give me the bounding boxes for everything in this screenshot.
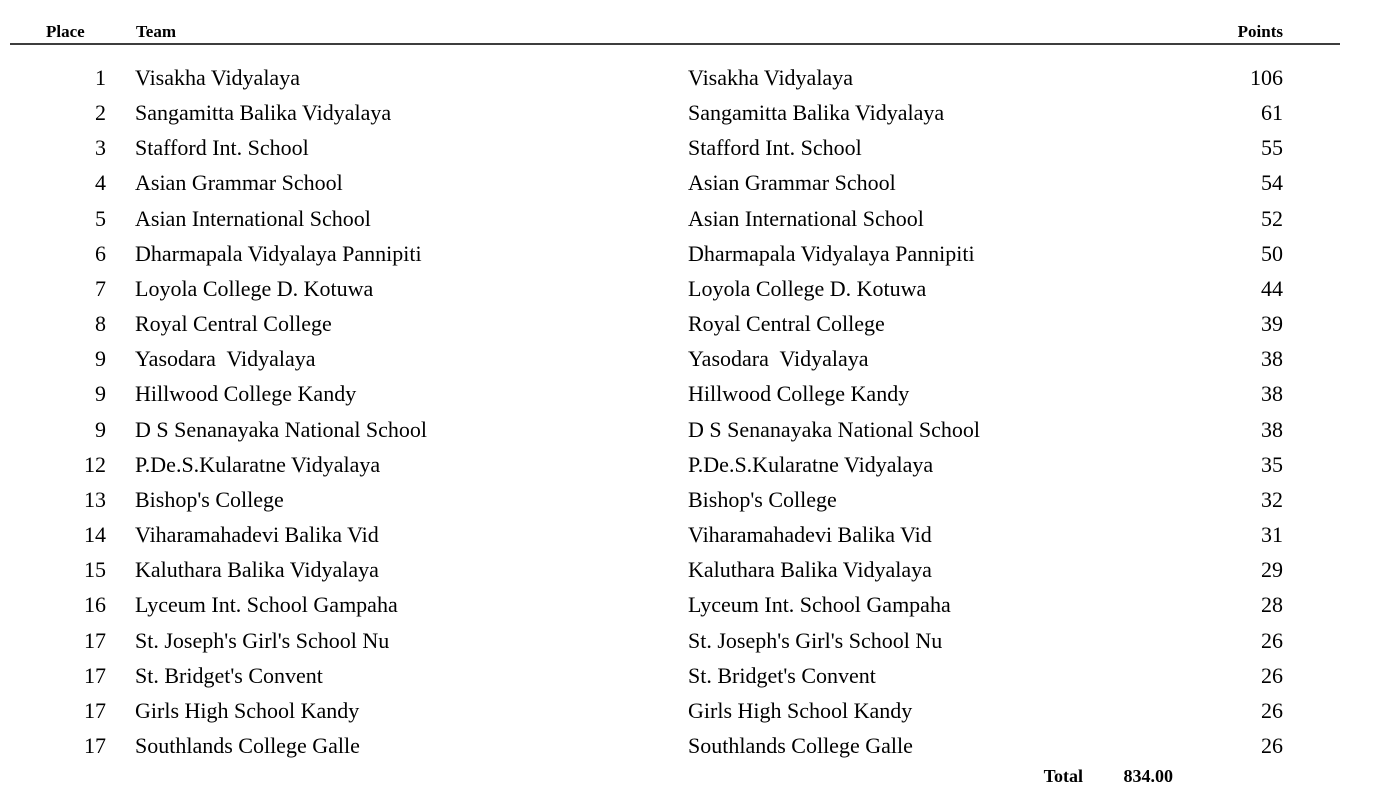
team-duplicate-cell: Visakha Vidyalaya (688, 65, 853, 90)
place-cell: 9 (95, 416, 106, 442)
team-duplicate-cell: Royal Central College (688, 311, 885, 337)
table-row (0, 693, 1378, 728)
points-cell: 26 (1261, 697, 1283, 723)
points-cell: 35 (1261, 451, 1283, 477)
team-cell: Yasodara Vidyalaya (135, 346, 316, 372)
points-cell: 50 (1261, 240, 1283, 266)
table-row (0, 271, 1378, 306)
total-points-value: 834.00 (1123, 766, 1173, 786)
header-divider-line (10, 43, 1340, 45)
place-cell: 3 (95, 135, 106, 161)
team-duplicate-cell: Asian Grammar School (688, 170, 896, 196)
place-cell: 1 (95, 65, 106, 90)
place-cell: 5 (95, 205, 106, 231)
team-duplicate-cell: Bishop's College (688, 486, 837, 512)
place-cell: 15 (84, 557, 106, 583)
table-row (0, 376, 1378, 411)
table-row (0, 447, 1378, 482)
team-cell: Sangamitta Balika Vidyalaya (135, 100, 392, 126)
points-cell: 38 (1261, 416, 1283, 442)
team-cell: Loyola College D. Kotuwa (135, 275, 374, 301)
team-cell: Girls High School Kandy (135, 697, 360, 723)
team-duplicate-cell: Lyceum Int. School Gampaha (688, 592, 951, 618)
place-cell: 14 (84, 522, 106, 548)
team-duplicate-cell: P.De.S.Kularatne Vidyalaya (688, 451, 934, 477)
place-cell: 17 (84, 697, 106, 723)
column-header-points: Points (1237, 22, 1283, 41)
team-duplicate-cell: D S Senanayaka National School (688, 416, 981, 442)
table-row (0, 341, 1378, 376)
team-duplicate-cell: Southlands College Galle (688, 732, 913, 758)
place-cell: 16 (84, 592, 106, 618)
team-cell: Royal Central College (135, 311, 332, 337)
place-cell: 4 (95, 170, 106, 196)
total-row (0, 764, 1378, 788)
points-cell: 39 (1261, 311, 1283, 337)
team-cell: Dharmapala Vidyalaya Pannipiti (135, 240, 422, 266)
place-cell: 13 (84, 486, 106, 512)
team-duplicate-cell: Loyola College D. Kotuwa (688, 275, 927, 301)
table-row (0, 412, 1378, 447)
table-row (0, 482, 1378, 517)
team-duplicate-cell: Yasodara Vidyalaya (688, 346, 869, 372)
place-cell: 17 (84, 732, 106, 758)
table-row (0, 236, 1378, 271)
team-duplicate-cell: St. Bridget's Convent (688, 662, 876, 688)
table-row (0, 130, 1378, 165)
team-cell: Asian International School (135, 205, 371, 231)
team-cell: P.De.S.Kularatne Vidyalaya (135, 451, 381, 477)
place-cell: 12 (84, 451, 106, 477)
points-cell: 106 (1250, 65, 1283, 90)
table-row (0, 623, 1378, 658)
team-cell: Visakha Vidyalaya (135, 65, 300, 90)
team-duplicate-cell: Asian International School (688, 205, 924, 231)
team-duplicate-cell: Girls High School Kandy (688, 697, 913, 723)
points-cell: 61 (1261, 100, 1283, 126)
team-cell: Stafford Int. School (135, 135, 309, 161)
points-cell: 44 (1261, 275, 1283, 301)
table-row (0, 306, 1378, 341)
team-cell: Asian Grammar School (135, 170, 343, 196)
team-duplicate-cell: Viharamahadevi Balika Vid (688, 522, 932, 548)
column-header-place: Place (46, 22, 85, 41)
points-cell: 38 (1261, 381, 1283, 407)
points-cell: 31 (1261, 522, 1283, 548)
table-row (0, 60, 1378, 95)
points-cell: 32 (1261, 486, 1283, 512)
team-cell: St. Bridget's Convent (135, 662, 323, 688)
points-cell: 54 (1261, 170, 1283, 196)
table-row (0, 165, 1378, 200)
total-label: Total (1043, 766, 1083, 786)
team-cell: Southlands College Galle (135, 732, 360, 758)
table-body (0, 60, 1378, 763)
team-cell: Lyceum Int. School Gampaha (135, 592, 398, 618)
team-cell: Viharamahadevi Balika Vid (135, 522, 379, 548)
team-duplicate-cell: Hillwood College Kandy (688, 381, 910, 407)
points-cell: 28 (1261, 592, 1283, 618)
points-cell: 26 (1261, 662, 1283, 688)
table-row (0, 728, 1378, 763)
points-cell: 29 (1261, 557, 1283, 583)
place-cell: 17 (84, 662, 106, 688)
points-cell: 26 (1261, 732, 1283, 758)
team-cell: Hillwood College Kandy (135, 381, 357, 407)
team-cell: Bishop's College (135, 486, 284, 512)
team-duplicate-cell: St. Joseph's Girl's School Nu (688, 627, 943, 653)
place-cell: 8 (95, 311, 106, 337)
place-cell: 6 (95, 240, 106, 266)
points-cell: 52 (1261, 205, 1283, 231)
points-cell: 38 (1261, 346, 1283, 372)
place-cell: 17 (84, 627, 106, 653)
team-duplicate-cell: Dharmapala Vidyalaya Pannipiti (688, 240, 975, 266)
team-duplicate-cell: Kaluthara Balika Vidyalaya (688, 557, 932, 583)
table-row (0, 95, 1378, 130)
table-row (0, 552, 1378, 587)
place-cell: 2 (95, 100, 106, 126)
team-duplicate-cell: Stafford Int. School (688, 135, 862, 161)
team-cell: Kaluthara Balika Vidyalaya (135, 557, 379, 583)
place-cell: 7 (95, 275, 106, 301)
team-duplicate-cell: Sangamitta Balika Vidyalaya (688, 100, 945, 126)
points-cell: 55 (1261, 135, 1283, 161)
column-header-team: Team (136, 22, 176, 41)
team-cell: St. Joseph's Girl's School Nu (135, 627, 390, 653)
table-row (0, 201, 1378, 236)
place-cell: 9 (95, 346, 106, 372)
team-cell: D S Senanayaka National School (135, 416, 428, 442)
table-row (0, 517, 1378, 552)
place-cell: 9 (95, 381, 106, 407)
table-row (0, 658, 1378, 693)
points-cell: 26 (1261, 627, 1283, 653)
table-row (0, 587, 1378, 622)
